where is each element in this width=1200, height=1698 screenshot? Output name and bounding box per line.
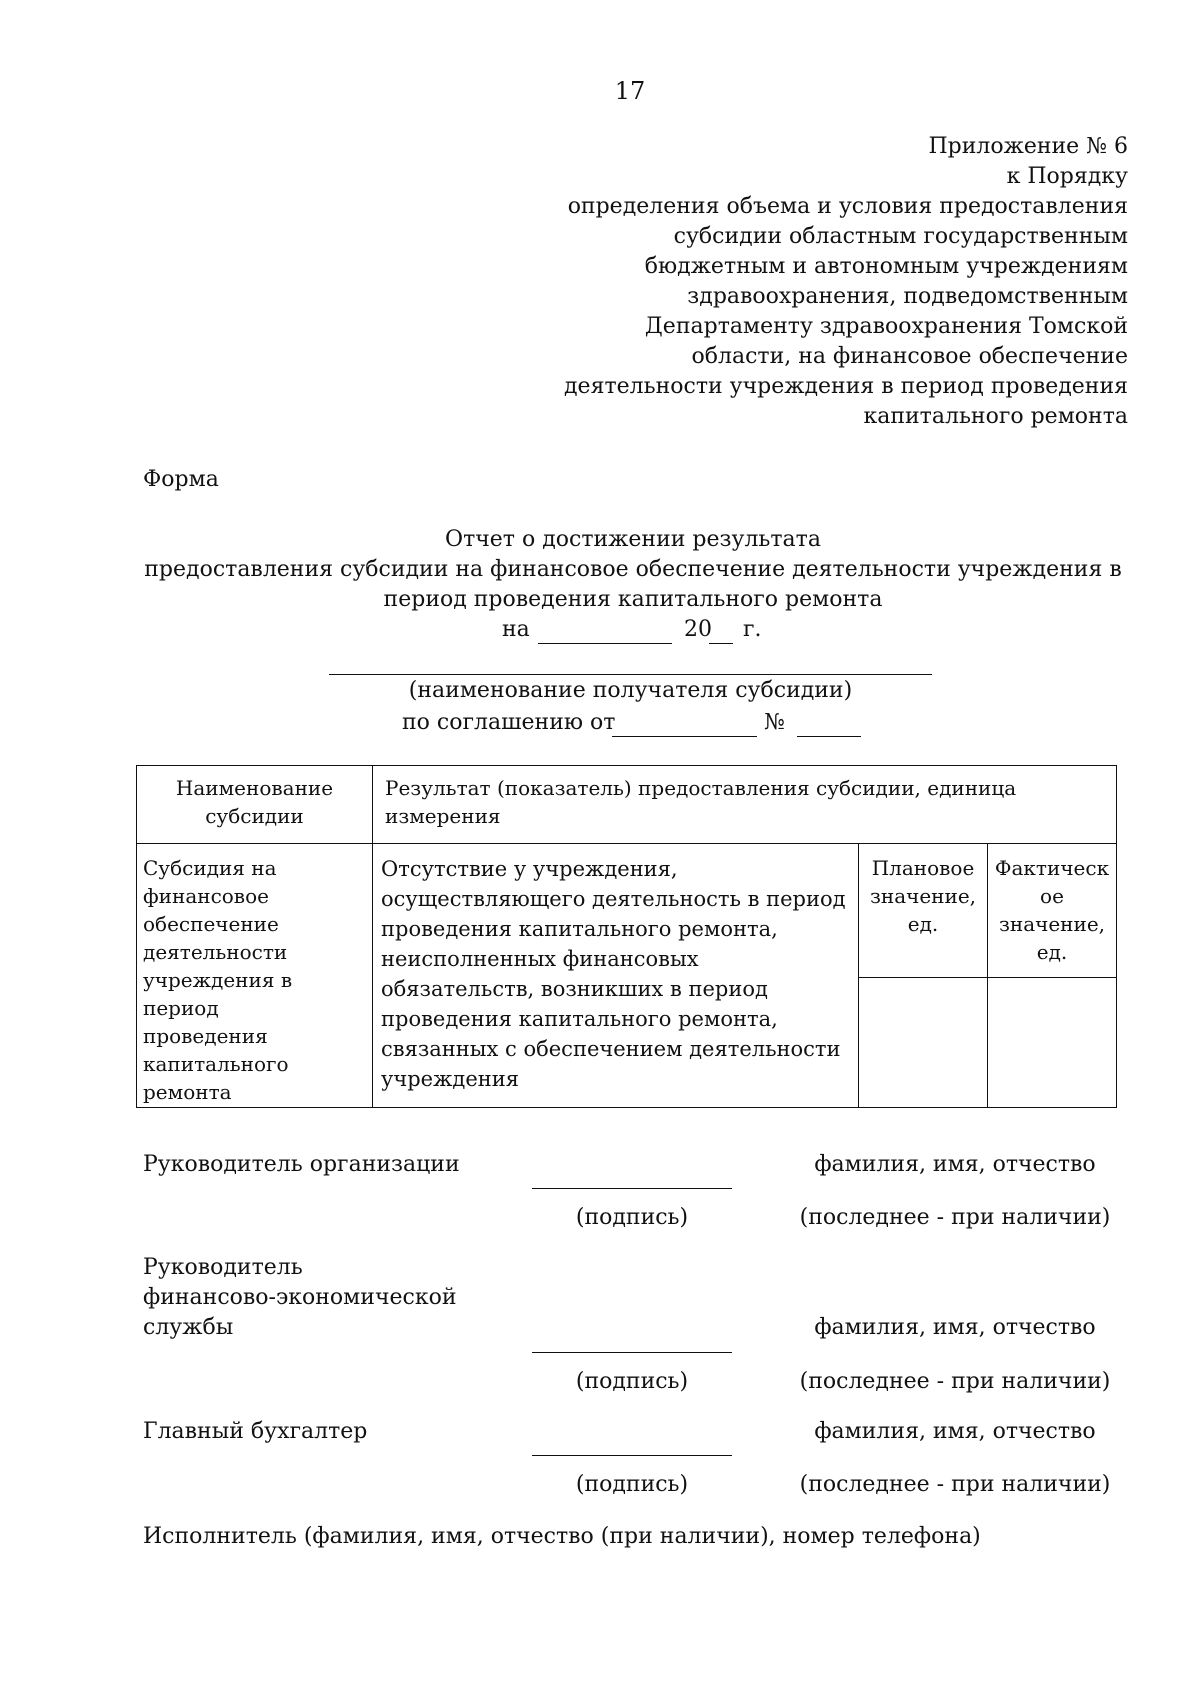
actual-value-header xyxy=(987,843,1117,978)
header-subsidy-name-text: Наименование субсидии xyxy=(175,776,334,828)
last-name-caption: (последнее - при наличии) xyxy=(799,1369,1111,1394)
appendix-line: здравоохранения, подведомственным xyxy=(687,284,1128,309)
appendix-line: области, на финансовое обеспечение xyxy=(691,344,1128,369)
signature-line[interactable] xyxy=(532,1455,732,1456)
name-caption: фамилия, имя, отчество xyxy=(814,1152,1096,1177)
date-suffix: г. xyxy=(743,617,762,642)
actual-value-cell[interactable] xyxy=(987,977,1117,1108)
signature-line[interactable] xyxy=(532,1188,732,1189)
signature-caption: (подпись) xyxy=(575,1472,689,1497)
appendix-line: бюджетным и автономным учреждениям xyxy=(644,254,1128,279)
planned-value-header xyxy=(858,843,988,978)
header-subsidy-name xyxy=(136,765,373,844)
agreement-prefix: по соглашению от xyxy=(402,710,616,735)
year-blank[interactable] xyxy=(709,643,733,644)
report-table xyxy=(136,765,1117,1108)
agreement-number-sign: № xyxy=(764,710,785,735)
form-label: Форма xyxy=(143,467,219,492)
appendix-line: Приложение № 6 xyxy=(928,134,1128,159)
header-result-text: Результат (показатель) предоставления субсидии, единица измерения xyxy=(385,776,1017,828)
recipient-caption: (наименование получателя субсидии) xyxy=(408,678,853,703)
appendix-line: субсидии областным государственным xyxy=(673,224,1128,249)
subsidy-name-text: Субсидия на финансовое обеспечение деятельности учреждения в период проведения капитального ремонта xyxy=(143,856,293,1104)
title-line-1: Отчет о достижении результата xyxy=(445,527,821,552)
appendix-line: Департаменту здравоохранения Томской xyxy=(644,314,1128,339)
planned-value-cell[interactable] xyxy=(858,977,988,1108)
header-result xyxy=(372,765,1117,844)
last-name-caption: (последнее - при наличии) xyxy=(799,1205,1111,1230)
appendix-line: деятельности учреждения в период проведения xyxy=(564,374,1128,399)
executor-line: Исполнитель (фамилия, имя, отчество (при наличии), номер телефона) xyxy=(143,1524,981,1549)
actual-value-header-text: Фактическ ое значение, ед. xyxy=(994,856,1110,964)
date-blank[interactable] xyxy=(538,643,672,644)
agreement-date-blank[interactable] xyxy=(612,736,757,737)
appendix-header xyxy=(564,132,1128,432)
appendix-line: определения объема и условия предоставления xyxy=(567,194,1128,219)
signature-caption: (подпись) xyxy=(575,1205,689,1230)
head-fin-label: Руководитель финансово-экономической службы xyxy=(143,1255,457,1340)
subsidy-name-cell xyxy=(136,843,373,1108)
recipient-name-blank[interactable] xyxy=(329,674,932,675)
signature-caption: (подпись) xyxy=(575,1369,689,1394)
planned-value-header-text: Плановое значение, ед. xyxy=(869,856,977,936)
name-caption: фамилия, имя, отчество xyxy=(814,1419,1096,1444)
date-prefix: на xyxy=(502,617,530,642)
appendix-line: к Порядку xyxy=(1006,164,1128,189)
result-text: Отсутствие у учреждения, осуществляющего деятельность в период проведения капитального ремонта, неисполненных финансовых обязательств, возникших в период проведения капитального ремонта, связанных с обеспечением деятельности учреждения xyxy=(381,857,846,1091)
report-title xyxy=(143,525,1123,615)
title-line-2: предоставления субсидии на финансовое обеспечение деятельности учреждения в xyxy=(144,557,1122,582)
agreement-number-blank[interactable] xyxy=(797,736,861,737)
chief-accountant-label: Главный бухгалтер xyxy=(143,1419,368,1444)
signature-line[interactable] xyxy=(532,1352,732,1353)
appendix-line: капитального ремонта xyxy=(863,404,1128,429)
title-line-3: период проведения капитального ремонта xyxy=(383,587,883,612)
date-year: 20 xyxy=(684,617,712,642)
page-number: 17 xyxy=(614,77,646,105)
last-name-caption: (последнее - при наличии) xyxy=(799,1472,1111,1497)
name-caption: фамилия, имя, отчество xyxy=(814,1315,1096,1340)
head-org-label: Руководитель организации xyxy=(143,1152,460,1177)
result-text-cell xyxy=(372,843,859,1108)
